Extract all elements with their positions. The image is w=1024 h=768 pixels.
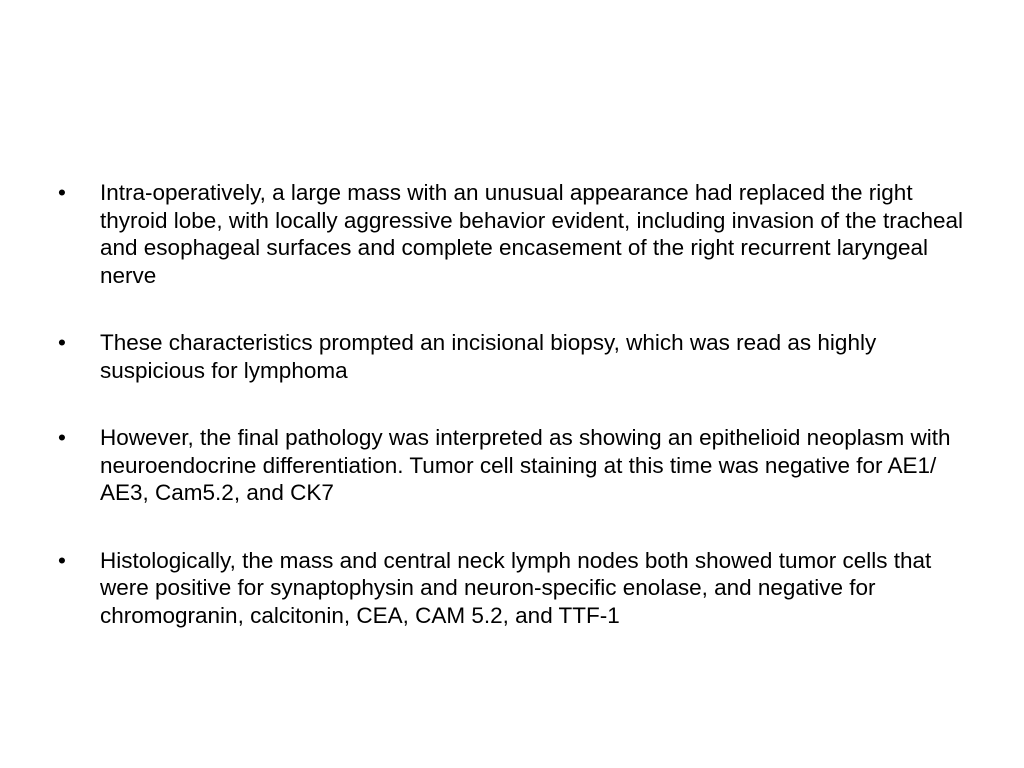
bullet-text-3: However, the final pathology was interpreted as showing an epithelioid neoplasm with neuroendocrine differentiation. Tumor cell staining at this time was negative for AE1/ AE3, Cam5.2, and CK7 (100, 425, 951, 505)
bullet-item-4 (58, 547, 978, 630)
bullet-text-4: Histologically, the mass and central neck lymph nodes both showed tumor cells that were positive for synaptophysin and neuron-specific enolase, and negative for chromogranin, calcitonin, CEA, CAM 5.2, and TTF-1 (100, 547, 932, 628)
bullet-dot-icon: • (58, 425, 66, 450)
bullet-dot-icon: • (58, 180, 66, 205)
bullet-text-2: These characteristics prompted an incisional biopsy, which was read as highly suspicious for lymphoma (100, 330, 877, 383)
bullet-item-3 (58, 424, 978, 507)
bullet-text-1: Intra-operatively, a large mass with an unusual appearance had replaced the right thyroid lobe, with locally aggressive behavior evident, including invasion of the tracheal and esophageal surfaces and complete encasement of the right recurrent laryngeal nerve (100, 180, 963, 288)
bullet-item-2 (58, 329, 978, 384)
bullet-dot-icon: • (58, 330, 66, 355)
bullet-list (58, 179, 978, 669)
bullet-dot-icon: • (58, 547, 66, 573)
bullet-item-1 (58, 179, 978, 289)
